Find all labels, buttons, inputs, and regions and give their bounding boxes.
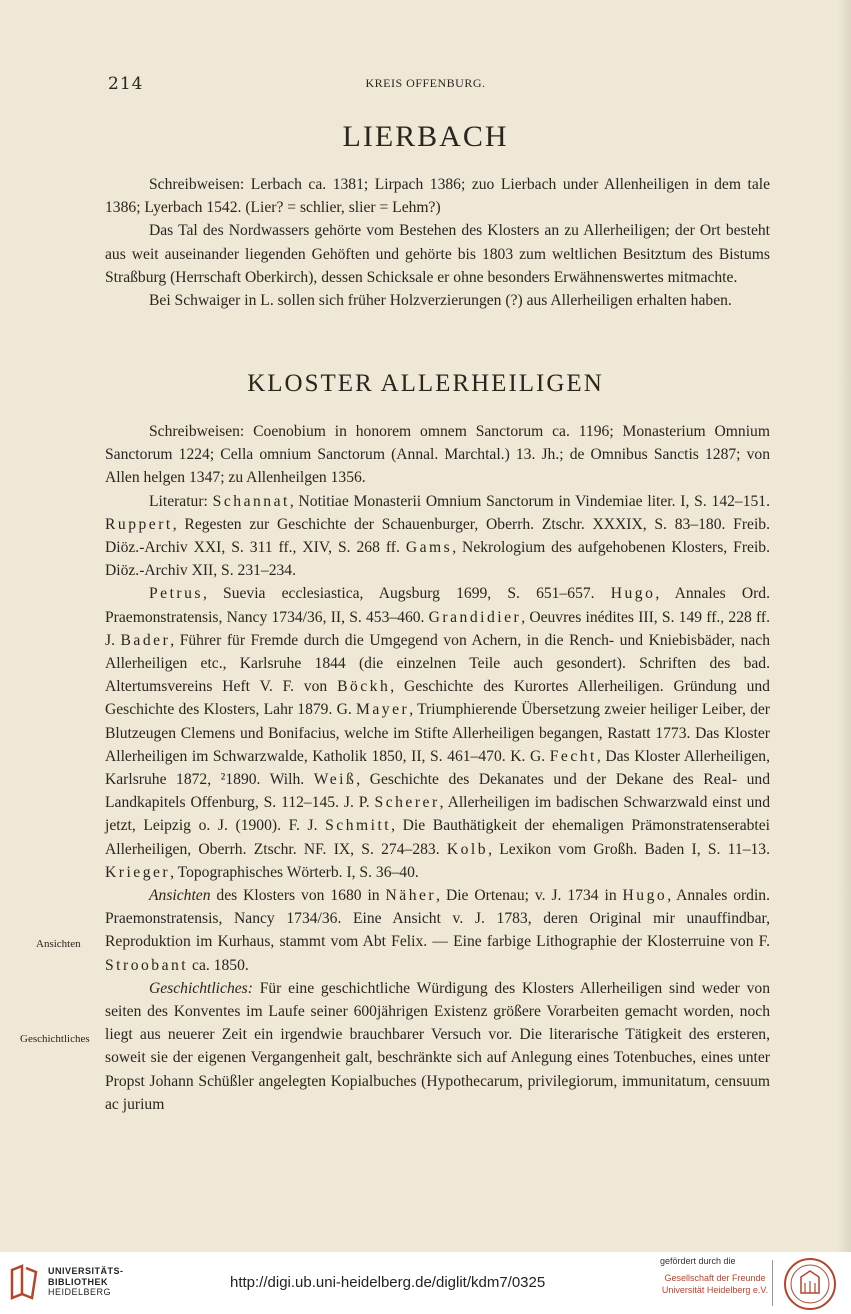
paragraph-lead: Ansichten xyxy=(149,887,211,905)
author-name: Fecht xyxy=(549,747,597,765)
margin-note-geschichtliches: Geschichtliches xyxy=(20,1033,90,1045)
author-name: Krieger xyxy=(105,863,171,881)
author-name: Gams xyxy=(405,539,453,557)
footer-divider xyxy=(772,1260,773,1306)
permalink-url[interactable]: http://digi.ub.uni-heidelberg.de/diglit/kdm7/0325 xyxy=(230,1274,546,1291)
author-name: Kolb xyxy=(446,840,489,858)
literature-paragraph: Literatur: Schannat, Notitiae Monasterii Omnium Sanctorum in Vindemiae liter. I, S. 142–151. Ruppert, Regesten zur Geschichte der Schauenburger, Oberrh. Ztschr. XXXIX, S. 83–180. Freib. Diöz.-Archiv XXI, S. 311 ff., XIV, S. 268 ff. Gams, Nekrologium des aufgehobenen Klosters, Freib. Diöz.-Archiv XII, S. 231–234. xyxy=(105,492,770,580)
section-body-kloster xyxy=(105,420,770,1116)
author-name: Petrus xyxy=(149,585,203,603)
author-name: Schmitt xyxy=(325,817,392,835)
paragraph: Bei Schwaiger in L. sollen sich früher Holzverzierungen (?) aus Allerheiligen erhalten haben. xyxy=(149,292,732,310)
sponsor-name: Gesellschaft der Freunde Universität Heidelberg e.V. xyxy=(661,1273,769,1295)
page-header xyxy=(0,74,851,94)
page-number: 214 xyxy=(108,74,144,94)
ansichten-paragraph: Ansichten des Klosters von 1680 in Näher, Die Ortenau; v. J. 1734 in Hugo, Annales ordin. Praemonstratensis, Nancy 1734/36. Eine Ansicht v. J. 1783, deren Original mir unauffindbar, Reproduktion im Kurhaus, stammt vom Abt Felix. — Eine farbige Lithographie der Klosterruine von F. Stroobant ca. 1850. xyxy=(105,887,771,974)
running-head: KREIS OFFENBURG. xyxy=(365,76,486,90)
margin-note-ansichten: Ansichten xyxy=(36,938,81,950)
author-name: Weiß xyxy=(313,771,357,789)
paragraph: Schreibweisen: Coenobium in honorem omnem Sanctorum ca. 1196; Monasterium Omnium Sanctorum 1224; Cella omnium Sanctorum (Annal. Marchtal.) 13. Jh.; de Omnibus Sanctis 1287; von Allen helgen 1347; zu Allenheilgen 1356. xyxy=(105,423,770,487)
paragraph: Schreibweisen: Lerbach ca. 1381; Lirpach 1386; zuo Lierbach under Allenheiligen in dem tale 1386; Lyerbach 1542. (Lier? = schlier, slier = Lehm?) xyxy=(105,176,770,217)
author-name: Hugo xyxy=(622,887,668,905)
author-name: Scherer xyxy=(374,794,440,812)
university-seal-icon xyxy=(783,1257,837,1311)
section-title-kloster: KLOSTER ALLERHEILIGEN xyxy=(247,370,604,397)
literature-paragraph: Petrus, Suevia ecclesiastica, Augsburg 1699, S. 651–657. Hugo, Annales Ord. Praemonstratensis, Nancy 1734/36, II, S. 453–460. Grandidier, Oeuvres inédites III, S. 149 ff., 228 ff. J. Bader, Führer für Fremde durch die Umgegend von Achern, in die Rench- und Kniebisbäder, nach Allerheiligen etc., Karlsruhe 1844 (die einzelnen Teile auch gesondert). Schriften des bad. Altertumsvereins Heft V. F. von Böckh, Geschichte des Kurortes Allerheiligen. Gründung und Geschichte des Klosters, Lahr 1879. G. Mayer, Triumphierende Übersetzung zweier heiliger Leiber, der Blutzeugen Clemens und Bonifacius, welche im Stifte Allerheiligen begangen, Rastatt 1773. Das Kloster Allerheiligen im Schwarzwalde, Katholik 1850, II, S. 461–470. K. G. Fecht, Das Kloster Allerheiligen, Karlsruhe 1872, ²1890. Wilh. Weiß, Geschichte des Dekanates und der Dekane des Real- und Landkapitels Offenburg, S. 112–145. J. P. Scherer, Allerheiligen im badischen Schwarzwald einst und jetzt, Leipzig o. J. (1900). F. J. Schmitt, Die Bauthätigkeit der ehemaligen Prämonstratenserabtei Allerheiligen, Oberrh. Ztschr. NF. IX, S. 274–283. Kolb, Lexikon vom Großh. Baden I, S. 11–13. Krieger, Topographisches Wörterb. I, S. 36–40. xyxy=(105,585,771,881)
library-name: UNIVERSITÄTS- BIBLIOTHEK HEIDELBERG xyxy=(48,1266,124,1297)
section-title-lierbach: LIERBACH xyxy=(342,120,509,153)
author-name: Hugo xyxy=(610,585,656,603)
library-logo-icon xyxy=(8,1262,40,1302)
author-name: Böckh xyxy=(337,678,391,696)
author-name: Näher xyxy=(385,887,437,905)
geschichtliches-paragraph: Geschichtliches: Für eine geschichtliche Würdigung des Klosters Allerheiligen sind weder von seiten des Konventes im Laufe seiner 600jährigen Existenz größere Vorarbeiten gemacht worden, noch liegt aus neuerer Zeit ein irgendwie brauchbarer Versuch vor. Die literarische Tätigkeit des ersteren, soweit sie der eigenen Vergangenheit galt, beschränkte sich auf Anlegung eines Totenbuches, eines unter Propst Johann Schüßler angelegten Kopialbuches (Hypothecarum, privilegiorum, immunitatum, censuum ac jurium xyxy=(105,979,770,1113)
author-name: Bader xyxy=(120,631,171,649)
sponsor-label: gefördert durch die xyxy=(660,1256,736,1266)
paragraph: Das Tal des Nordwassers gehörte vom Bestehen des Klosters an zu Allerheiligen; der Ort besteht aus weit auseinander liegenden Gehöften und gehörte bis 1803 zum weltlichen Besitztum des Bistums Straßburg (Herrschaft Oberkirch), dessen Schicksale er ohne besonders Erwähnenswertes mitmachte. xyxy=(105,222,770,286)
digitization-footer xyxy=(0,1252,851,1314)
author-name: Mayer xyxy=(356,701,410,719)
author-name: Schannat xyxy=(212,492,290,510)
author-name: Stroobant xyxy=(105,956,189,974)
section-body-lierbach xyxy=(105,173,770,312)
author-name: Grandidier xyxy=(428,608,522,626)
paragraph-lead: Geschichtliches: xyxy=(149,979,253,997)
author-name: Ruppert xyxy=(105,515,173,533)
